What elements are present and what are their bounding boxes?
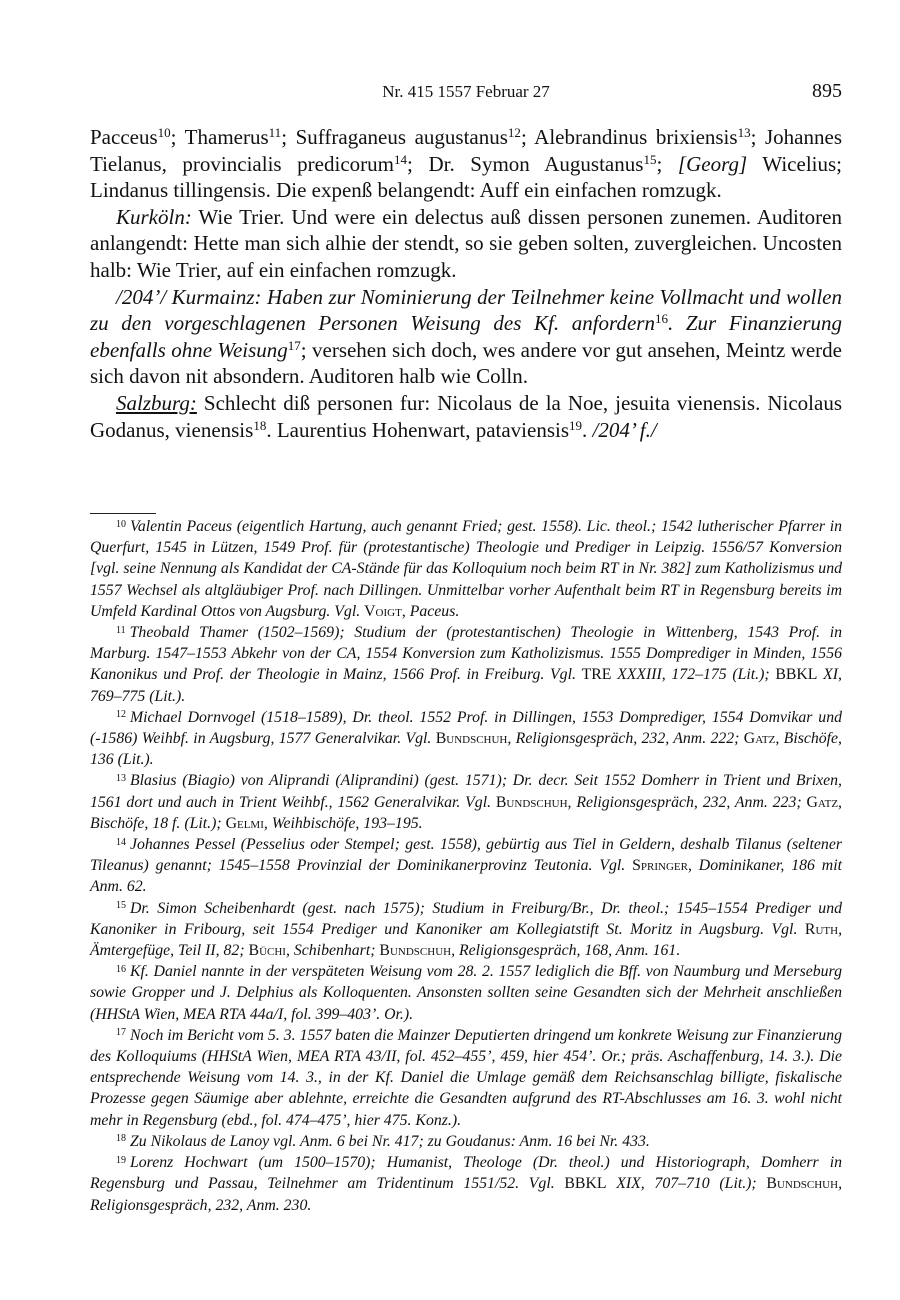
footnote-text: , Religionsgespräch, 232, Anm. 223;	[567, 793, 802, 811]
author-name: Bundschuh	[495, 793, 568, 811]
footnote-ref-19: 19	[569, 417, 583, 433]
footnote-ref-14: 14	[393, 151, 407, 167]
text-run: ; versehen sich doch, wes andere vor gut ansehen, Meintz werde sich davon nit absondern. Auditoren halb wie Colln.	[90, 337, 842, 389]
text-run: ; Thamerus	[170, 125, 269, 149]
footnote-text: ,	[401, 602, 406, 620]
text-run: Wie Trier. Und were ein delectus auß dissen personen zunemen. Auditoren anlangendt: Hette man sich alhie der stendt, so sie geben solten, zuvergleichen. Uncosten halb: Wie Trier, auf ein einfachen romzugk.	[90, 204, 842, 282]
footnote-number: 16	[116, 963, 126, 975]
paragraph-kurkoeln	[90, 204, 842, 284]
reference-abbrev: BBKL	[564, 1175, 607, 1193]
author-name: Springer	[632, 857, 688, 875]
text-run: ; Johannes Tielanus, provincialis predicorum	[90, 125, 842, 176]
text-run: Schlecht diß personen fur: Nicolaus de la Noe, jesuita vienensis. Nicolaus Godanus, vienensis	[90, 390, 842, 442]
footnote-18	[90, 1131, 842, 1152]
footnote-text: , Religionsgespräch, 232, Anm. 222;	[507, 730, 740, 748]
footnote-text: Lorenz Hochwart (um 1500–1570); Humanist, Theologe (Dr. theol.) und Historiograph, Domherr in Regensburg und Passau, Teilnehmer am Tridentinum 1551/52. Vgl.	[90, 1154, 842, 1193]
text-run: Wicelius; Lindanus tillingensis. Die expenß belangendt: Auff ein einfachen romzugk.	[90, 151, 843, 203]
footnotes	[90, 516, 842, 1216]
footnote-text: Noch im Bericht vom 5. 3. 1557 baten die Mainzer Deputierten dringend um konkrete Weisung zur Finanzierung des Kolloquiums (HHStA Wien, MEA RTA 43/II, fol. 452–455’, 459, hier 454’. Or.; präs. Aschaffenburg, 14. 3.). Die entsprechende Weisung vom 14. 3., in der Kf. Daniel die Umlage gemäß dem Reichsanschlag billigte, fiskalische Prozesse gegen Säumige aber ablehnte, erreichte die Gesandten aufgrund des RT-Abschlusses am 16. 3. wohl nicht mehr in Regensburg (ebd., fol. 474–475’, hier 475. Konz.).	[90, 1026, 842, 1129]
footnote-ref-16: 16	[654, 311, 668, 326]
footnote-text: , Schibenhart;	[285, 942, 376, 960]
footnote-text: Michael Dornvogel (1518–1589), Dr. theol. 1552 Prof. in Dillingen, 1553 Domprediger, 1554 Domvikar und (-1586) Weihbf. in Augsburg, 1577 Generalvikar. Vgl.	[90, 708, 842, 748]
page-header	[90, 80, 842, 106]
text-run: . Laurentius Hohenwart, pataviensis	[266, 417, 570, 442]
speaker-label: Salzburg:	[116, 390, 197, 415]
footnote-12	[90, 707, 842, 771]
footnote-text: , Religionsgespräch, 168, Anm. 161.	[451, 942, 681, 960]
footnote-10	[90, 516, 842, 622]
text-run: Pacceus	[90, 125, 158, 149]
speaker-label: Kurköln:	[116, 204, 192, 229]
page-number: 895	[812, 80, 842, 102]
footnote-ref-13: 13	[737, 124, 751, 140]
footnote-11	[90, 622, 842, 707]
author-name: Bundschuh	[379, 942, 452, 960]
footnote-15	[90, 898, 842, 962]
editorial-summary: . Zur Finanzierung ebenfalls ohne Weisung	[90, 311, 842, 362]
footnote-number: 14	[116, 836, 126, 848]
footnote-text: Johannes Pessel (Pesselius oder Stempel; gest. 1558), gebürtig aus Tiel in Geldern, deshalb Tilanus (seltener Tileanus) genannt; 1545–1558 Provinzial der Dominikanerprovinz Teutonia. Vgl.	[90, 836, 842, 875]
folio-marker: /204’ f./	[592, 417, 657, 442]
footnote-text: , Weihbischöfe, 193–195.	[263, 814, 423, 832]
footnote-ref-10: 10	[157, 124, 171, 140]
footnote-text: Valentin Paceus (eigentlich Hartung, auch genannt Fried; gest. 1558). Lic. theol.; 1542 lutherischer Pfarrer in Querfurt, 1545 in Lützen, 1549 Prof. für (protestantische) Theologie und Prediger in Leipzig. 1556/57 Konversion [vgl. seine Nennung als Kandidat der CA-Stände für das Kolloquium noch beim RT in Nr. 382] zum Katholizismus und 1557 Wechsel als altgläubiger Prof. nach Dillingen. Unmittelbar vorher Aufenthalt beim RT in Regensburg bereits im Umfeld Kardinal Ottos von Augsburg. Vgl.	[90, 518, 842, 620]
footnote-ref-15: 15	[643, 151, 657, 167]
author-name: Bundschuh	[435, 730, 508, 748]
author-name: Voigt	[364, 602, 402, 620]
footnote-text: XXXIII, 172–175 (Lit.);	[617, 666, 770, 684]
footnote-text: , Religionsgespräch, 232, Anm. 230.	[90, 1175, 843, 1214]
editorial-summary: /204’/ Kurmainz: Haben zur Nominierung der Teilnehmer keine Vollmacht und wollen zu den vorgeschlagenen Personen Weisung des Kf. anfordern	[90, 284, 842, 336]
text-run: ; Alebrandinus brixiensis	[520, 125, 738, 149]
author-name: Gatz	[743, 730, 776, 748]
paragraph-kurmainz	[90, 284, 842, 390]
author-name: Bundschuh	[766, 1175, 839, 1193]
reference-abbrev: BBKL	[775, 666, 818, 684]
footnote-separator	[90, 513, 156, 514]
footnote-number: 18	[116, 1133, 126, 1145]
footnote-number: 10	[116, 518, 126, 530]
text-run: ; Suffraganeus augustanus	[281, 125, 508, 149]
footnote-17	[90, 1025, 842, 1131]
author-name: Gelmi	[225, 814, 264, 832]
footnote-13	[90, 770, 842, 834]
paragraph-salzburg	[90, 390, 842, 443]
text-run: ;	[656, 151, 678, 176]
footnote-text: , Bischöfe, 18 f. (Lit.);	[90, 793, 842, 832]
text-run: .	[582, 417, 593, 442]
footnote-text: , Dominikaner, 186 mit Anm. 62.	[90, 857, 842, 896]
author-name: Büchi	[248, 942, 286, 960]
footnote-text: XIX, 707–710 (Lit.);	[616, 1175, 757, 1193]
footnote-text: Theobald Thamer (1502–1569); Studium der (protestantischen) Theologie in Wittenberg, 1543 Prof. in Marburg. 1547–1553 Abkehr von der CA, 1554 Konversion zum Katholizismus. 1555 Domprediger in Minden, 1556 Kanonikus und Prof. der Theologie in Mainz, 1566 Prof. in Freiburg. Vgl.	[90, 624, 842, 684]
footnote-number: 13	[116, 772, 126, 784]
running-head: Nr. 415 1557 Februar 27	[382, 82, 550, 101]
footnote-number: 19	[116, 1154, 126, 1166]
footnote-text: Dr. Simon Scheibenhardt (gest. nach 1575); Studium in Freiburg/Br., Dr. theol.; 1545–1554 Prediger und Kanoniker in Fribourg, seit 1554 Prediger und Kanoniker am Kollegiatstift St. Moritz in Augsburg. Vgl.	[90, 899, 842, 938]
footnote-number: 17	[116, 1027, 126, 1039]
footnote-number: 12	[116, 709, 126, 721]
footnote-14	[90, 834, 842, 898]
footnote-text: Kf. Daniel nannte in der verspäteten Weisung vom 28. 2. 1557 lediglich die Bff. von Naumburg und Merseburg sowie Gropper und J. Delphius als Kolloquenten. Ansonsten sollten seine Gesandten sich der Mehrheit anschließen (HHStA Wien, MEA RTA 44a/I, fol. 399–403’. Or.).	[90, 963, 842, 1023]
reference-abbrev: TRE	[581, 666, 612, 684]
footnote-19	[90, 1152, 842, 1216]
footnote-ref-17: 17	[287, 337, 301, 353]
footnote-ref-18: 18	[253, 417, 267, 433]
paragraph-trier-list	[90, 124, 842, 204]
footnote-ref-11: 11	[268, 124, 282, 140]
footnote-number: 15	[116, 900, 126, 912]
footnote-text: Paceus.	[409, 602, 460, 620]
footnote-text: , Bischöfe, 136 (Lit.).	[90, 730, 843, 769]
footnote-text: XI, 769–775 (Lit.).	[90, 666, 842, 705]
footnote-ref-12: 12	[507, 124, 521, 140]
footnote-text: Zu Nikolaus de Lanoy vgl. Anm. 6 bei Nr. 417; zu Goudanus: Anm. 16 bei Nr. 433.	[130, 1132, 650, 1150]
footnote-text: Blasius (Biagio) von Aliprandi (Aliprandini) (gest. 1571); Dr. decr. Seit 1552 Domherr in Trient und Brixen, 1561 dort und auch in Trient Weihbf., 1562 Generalvikar. Vgl.	[90, 772, 842, 811]
author-name: Gatz	[806, 793, 839, 811]
footnote-text: , Ämtergefüge, Teil II, 82;	[90, 920, 843, 960]
footnote-number: 11	[116, 624, 126, 636]
footnote-16	[90, 961, 842, 1025]
text-run: ; Dr. Symon Augustanus	[407, 151, 644, 176]
main-text	[90, 124, 842, 443]
editorial-insertion: [Georg]	[677, 151, 748, 176]
author-name: Ruth	[804, 920, 839, 938]
